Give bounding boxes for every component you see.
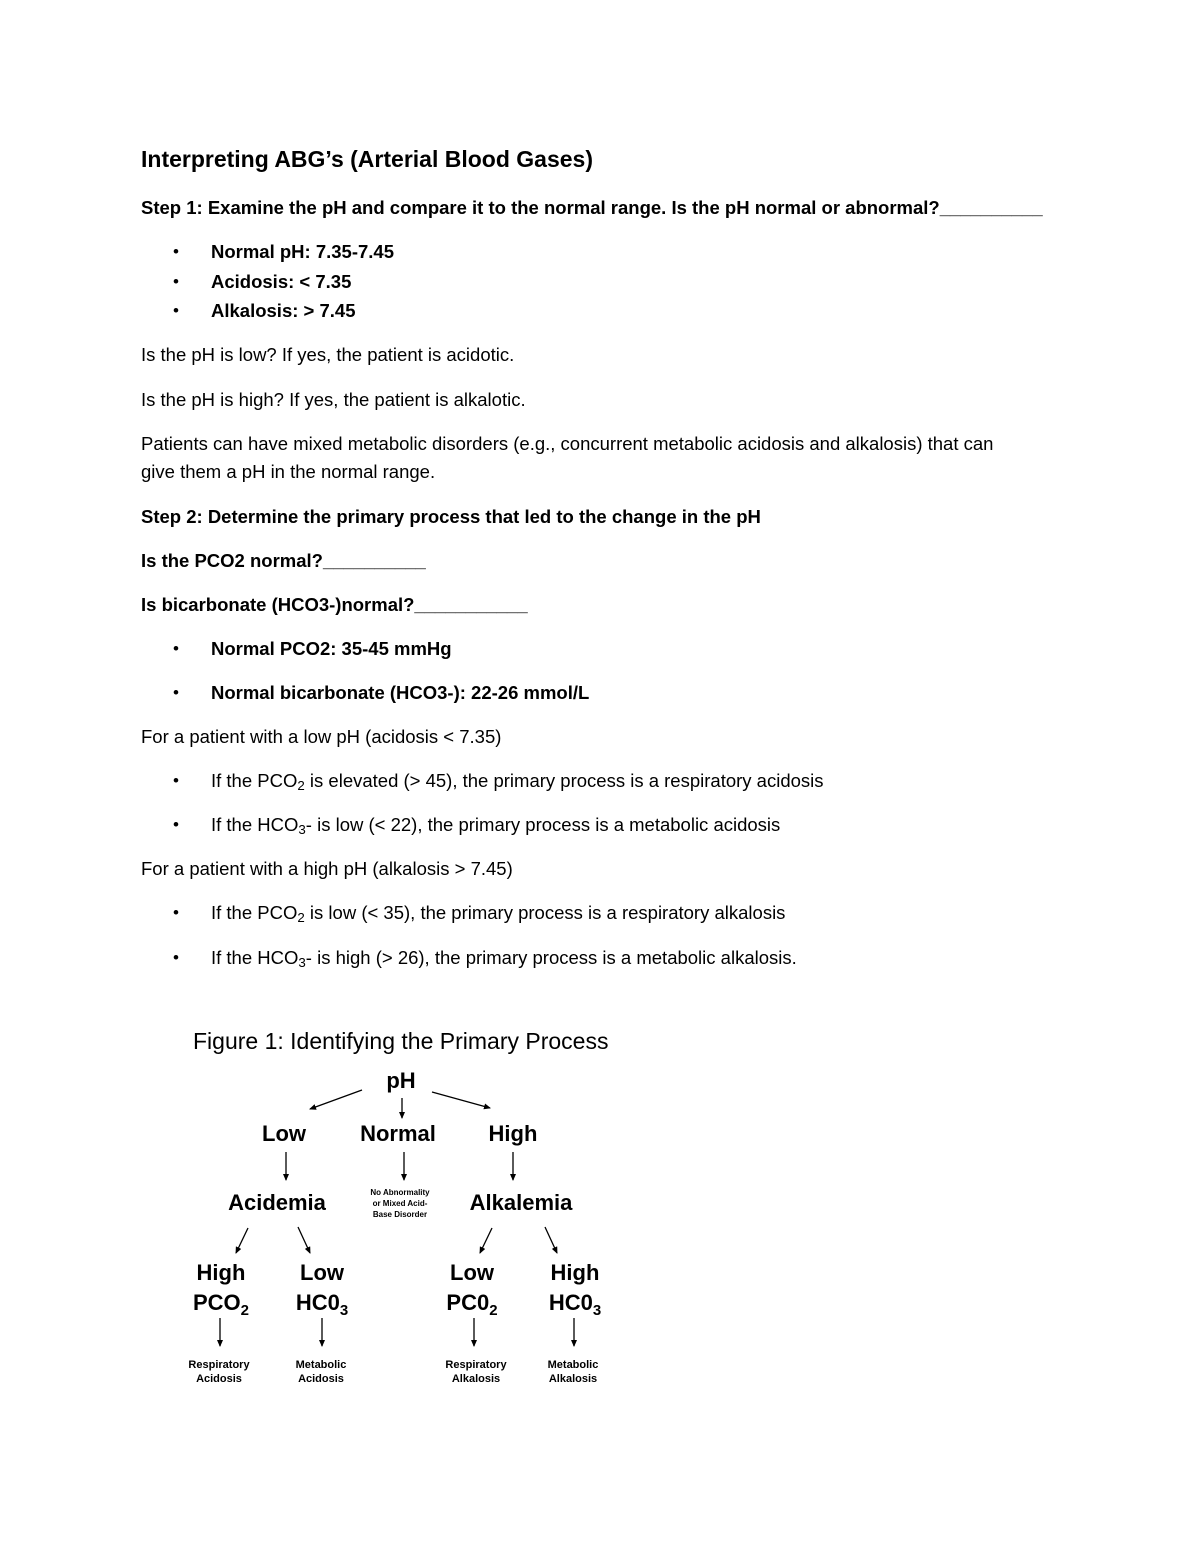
document-title: Interpreting ABG’s (Arterial Blood Gases) — [141, 146, 593, 172]
range-normal-ph: Normal pH: 7.35-7.45 — [211, 241, 395, 262]
rule-suffix: - is high (> 26), the primary process is a metabolic alkalosis. — [305, 947, 797, 968]
leaf-2-marker — [296, 1290, 348, 1319]
node-low: Low — [262, 1121, 306, 1146]
rule-subscript: 2 — [297, 909, 305, 925]
high-ph-text: Is the pH is high? If yes, the patient is alkalotic. — [141, 389, 526, 410]
bullet-icon — [173, 240, 185, 264]
bullet-icon — [173, 946, 185, 970]
leaf-3-marker-text: PC0 — [446, 1290, 490, 1315]
arrow-acidemia-to-high-pco2 — [236, 1228, 248, 1253]
arrow-alkalemia-to-high-hco3 — [545, 1227, 557, 1253]
rule-suffix: is low (< 35), the primary process is a respiratory alkalosis — [304, 902, 786, 923]
rule-suffix: is elevated (> 45), the primary process is a respiratory acidosis — [304, 770, 824, 791]
bullet-icon — [173, 813, 185, 837]
leaf-2-level: Low — [300, 1260, 344, 1285]
rule-subscript: 2 — [297, 777, 305, 793]
normal-pco2: Normal PCO2: 35-45 mmHg — [211, 638, 452, 659]
node-ph: pH — [386, 1068, 416, 1093]
leaf-4-marker-sub: 3 — [592, 1302, 602, 1319]
leaf-3-marker — [446, 1290, 497, 1319]
result-2-line-2: Acidosis — [298, 1373, 344, 1385]
result-3-line-2: Alkalosis — [451, 1373, 501, 1385]
rule-prefix: If the HCO — [211, 814, 299, 835]
result-1-line-2: Acidosis — [196, 1373, 242, 1385]
rule-subscript: 3 — [298, 821, 306, 837]
step2-heading: Step 2: Determine the primary process that led to the change in the pH — [141, 506, 761, 527]
figure-caption: Figure 1: Identifying the Primary Process — [193, 1028, 609, 1054]
leaf-2-marker-text: HC0 — [295, 1290, 340, 1315]
metabolic-acidosis-rule — [211, 813, 780, 837]
leaf-1-marker-text: PCO — [192, 1290, 241, 1315]
bullet-icon — [173, 901, 185, 925]
arrow-acidemia-to-low-hco3 — [298, 1227, 310, 1253]
range-acidosis: Acidosis: < 7.35 — [211, 271, 352, 292]
node-normal: Normal — [360, 1121, 436, 1146]
rule-suffix: - is low (< 22), the primary process is a metabolic acidosis — [305, 814, 781, 835]
node-high: High — [488, 1121, 538, 1146]
respiratory-acidosis-rule — [211, 769, 824, 793]
respiratory-alkalosis-rule — [211, 901, 785, 925]
node-alkalemia: Alkalemia — [469, 1190, 573, 1215]
bullet-icon — [173, 637, 185, 661]
normal-note-line-1: No Abnormality — [370, 1188, 430, 1197]
metabolic-alkalosis-rule — [211, 946, 797, 970]
leaf-4-marker-text: HC0 — [548, 1290, 593, 1315]
rule-prefix: If the HCO — [211, 947, 299, 968]
rule-subscript: 3 — [298, 954, 306, 970]
leaf-3-marker-sub: 2 — [489, 1302, 498, 1319]
bullet-icon — [173, 270, 185, 294]
low-ph-text: Is the pH is low? If yes, the patient is acidotic. — [141, 344, 515, 365]
primary-process-flowchart — [0, 1000, 700, 1400]
bullet-icon — [173, 299, 185, 323]
low-ph-intro: For a patient with a low pH (acidosis < 7.35) — [141, 726, 502, 747]
normal-note-line-3: Base Disorder — [372, 1210, 428, 1219]
result-1-line-1: Respiratory — [188, 1359, 250, 1371]
pco2-question: Is the PCO2 normal?__________ — [141, 550, 426, 571]
rule-prefix: If the PCO — [211, 770, 298, 791]
mixed-disorder-line-2: give them a pH in the normal range. — [141, 461, 436, 482]
arrow-ph-to-high — [432, 1092, 490, 1108]
arrow-alkalemia-to-low-pco2 — [480, 1228, 492, 1253]
bullet-icon — [173, 681, 185, 705]
bullet-icon — [173, 769, 185, 793]
leaf-4-level: High — [550, 1260, 600, 1285]
leaf-2-marker-sub: 3 — [339, 1302, 349, 1319]
result-3-line-1: Respiratory — [445, 1359, 507, 1371]
range-alkalosis: Alkalosis: > 7.45 — [211, 300, 356, 321]
result-4-line-1: Metabolic — [547, 1359, 599, 1371]
leaf-4-marker — [549, 1290, 601, 1319]
leaf-1-marker — [193, 1290, 249, 1319]
leaf-3-level: Low — [450, 1260, 494, 1285]
node-acidemia: Acidemia — [228, 1190, 326, 1215]
hco3-question: Is bicarbonate (HCO3-)normal?___________ — [141, 594, 528, 615]
arrow-ph-to-low — [310, 1090, 362, 1109]
leaf-1-level: High — [196, 1260, 246, 1285]
step1-heading: Step 1: Examine the pH and compare it to the normal range. Is the pH normal or abnormal?__________ — [141, 197, 1043, 218]
rule-prefix: If the PCO — [211, 902, 298, 923]
normal-note-line-2: or Mixed Acid- — [372, 1199, 428, 1208]
normal-bicarbonate: Normal bicarbonate (HCO3-): 22-26 mmol/L — [211, 682, 590, 703]
leaf-1-marker-sub: 2 — [240, 1302, 250, 1319]
result-2-line-1: Metabolic — [295, 1359, 347, 1371]
high-ph-intro: For a patient with a high pH (alkalosis > 7.45) — [141, 858, 513, 879]
mixed-disorder-line-1: Patients can have mixed metabolic disorders (e.g., concurrent metabolic acidosis and alkalosis) that can — [141, 433, 994, 454]
result-4-line-2: Alkalosis — [548, 1373, 598, 1385]
